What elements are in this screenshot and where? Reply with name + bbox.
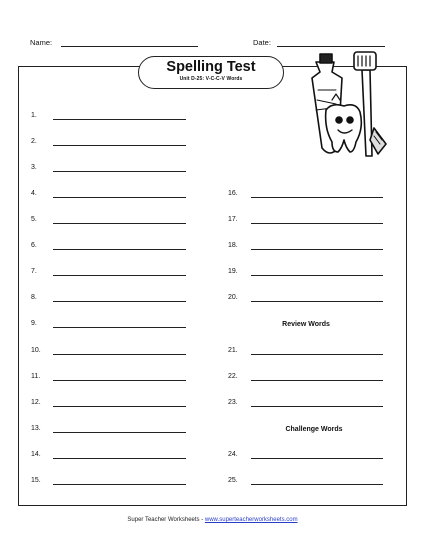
footer: [0, 517, 425, 523]
item-number: 14.: [31, 451, 41, 458]
title-box: [138, 56, 284, 89]
answer-line[interactable]: [53, 275, 186, 276]
answer-line[interactable]: [251, 458, 383, 459]
item-number: 19.: [228, 268, 238, 275]
item-number: 12.: [31, 399, 41, 406]
answer-line[interactable]: [251, 484, 383, 485]
answer-line[interactable]: [251, 275, 383, 276]
answer-line[interactable]: [53, 380, 186, 381]
item-number: 9.: [31, 320, 37, 327]
item-number: 18.: [228, 242, 238, 249]
item-number: 16.: [228, 190, 238, 197]
footer-separator: -: [199, 517, 205, 523]
answer-line[interactable]: [53, 249, 186, 250]
date-label: Date:: [253, 38, 271, 47]
item-number: 23.: [228, 399, 238, 406]
item-number: 17.: [228, 216, 238, 223]
answer-line[interactable]: [53, 484, 186, 485]
answer-line[interactable]: [53, 327, 186, 328]
footer-brand: Super Teacher Worksheets: [127, 517, 200, 523]
item-number: 8.: [31, 294, 37, 301]
item-number: 3.: [31, 164, 37, 171]
answer-line[interactable]: [53, 354, 186, 355]
answer-line[interactable]: [53, 301, 186, 302]
answer-line[interactable]: [53, 119, 186, 120]
answer-line[interactable]: [251, 197, 383, 198]
item-number: 21.: [228, 347, 238, 354]
name-line[interactable]: [61, 46, 198, 47]
item-number: 10.: [31, 347, 41, 354]
answer-line[interactable]: [53, 197, 186, 198]
answer-line[interactable]: [251, 354, 383, 355]
item-number: 25.: [228, 477, 238, 484]
answer-line[interactable]: [251, 301, 383, 302]
answer-line[interactable]: [53, 145, 186, 146]
page-subtitle: Unit D-25: V-C-C-V Words: [179, 76, 243, 82]
challenge-words-heading: Challenge Words: [285, 426, 343, 433]
toothpaste-and-toothbrush-icon: [292, 48, 392, 166]
item-number: 20.: [228, 294, 238, 301]
item-number: 4.: [31, 190, 37, 197]
answer-line[interactable]: [53, 223, 186, 224]
item-number: 7.: [31, 268, 37, 275]
answer-line[interactable]: [53, 171, 186, 172]
item-number: 15.: [31, 477, 41, 484]
item-number: 5.: [31, 216, 37, 223]
answer-line[interactable]: [251, 249, 383, 250]
item-number: 2.: [31, 138, 37, 145]
answer-line[interactable]: [53, 406, 186, 407]
review-words-heading: Review Words: [282, 321, 330, 328]
answer-line[interactable]: [251, 406, 383, 407]
answer-line[interactable]: [53, 458, 186, 459]
item-number: 13.: [31, 425, 41, 432]
item-number: 11.: [31, 373, 41, 380]
item-number: 6.: [31, 242, 37, 249]
item-number: 22.: [228, 373, 238, 380]
item-number: 1.: [31, 112, 37, 119]
date-line[interactable]: [277, 46, 385, 47]
page-title: Spelling Test: [166, 59, 256, 75]
answer-line[interactable]: [251, 380, 383, 381]
answer-line[interactable]: [53, 432, 186, 433]
item-number: 24.: [228, 451, 238, 458]
name-label: Name:: [30, 38, 53, 47]
footer-link[interactable]: www.superteacherworksheets.com: [204, 517, 298, 523]
answer-line[interactable]: [251, 223, 383, 224]
